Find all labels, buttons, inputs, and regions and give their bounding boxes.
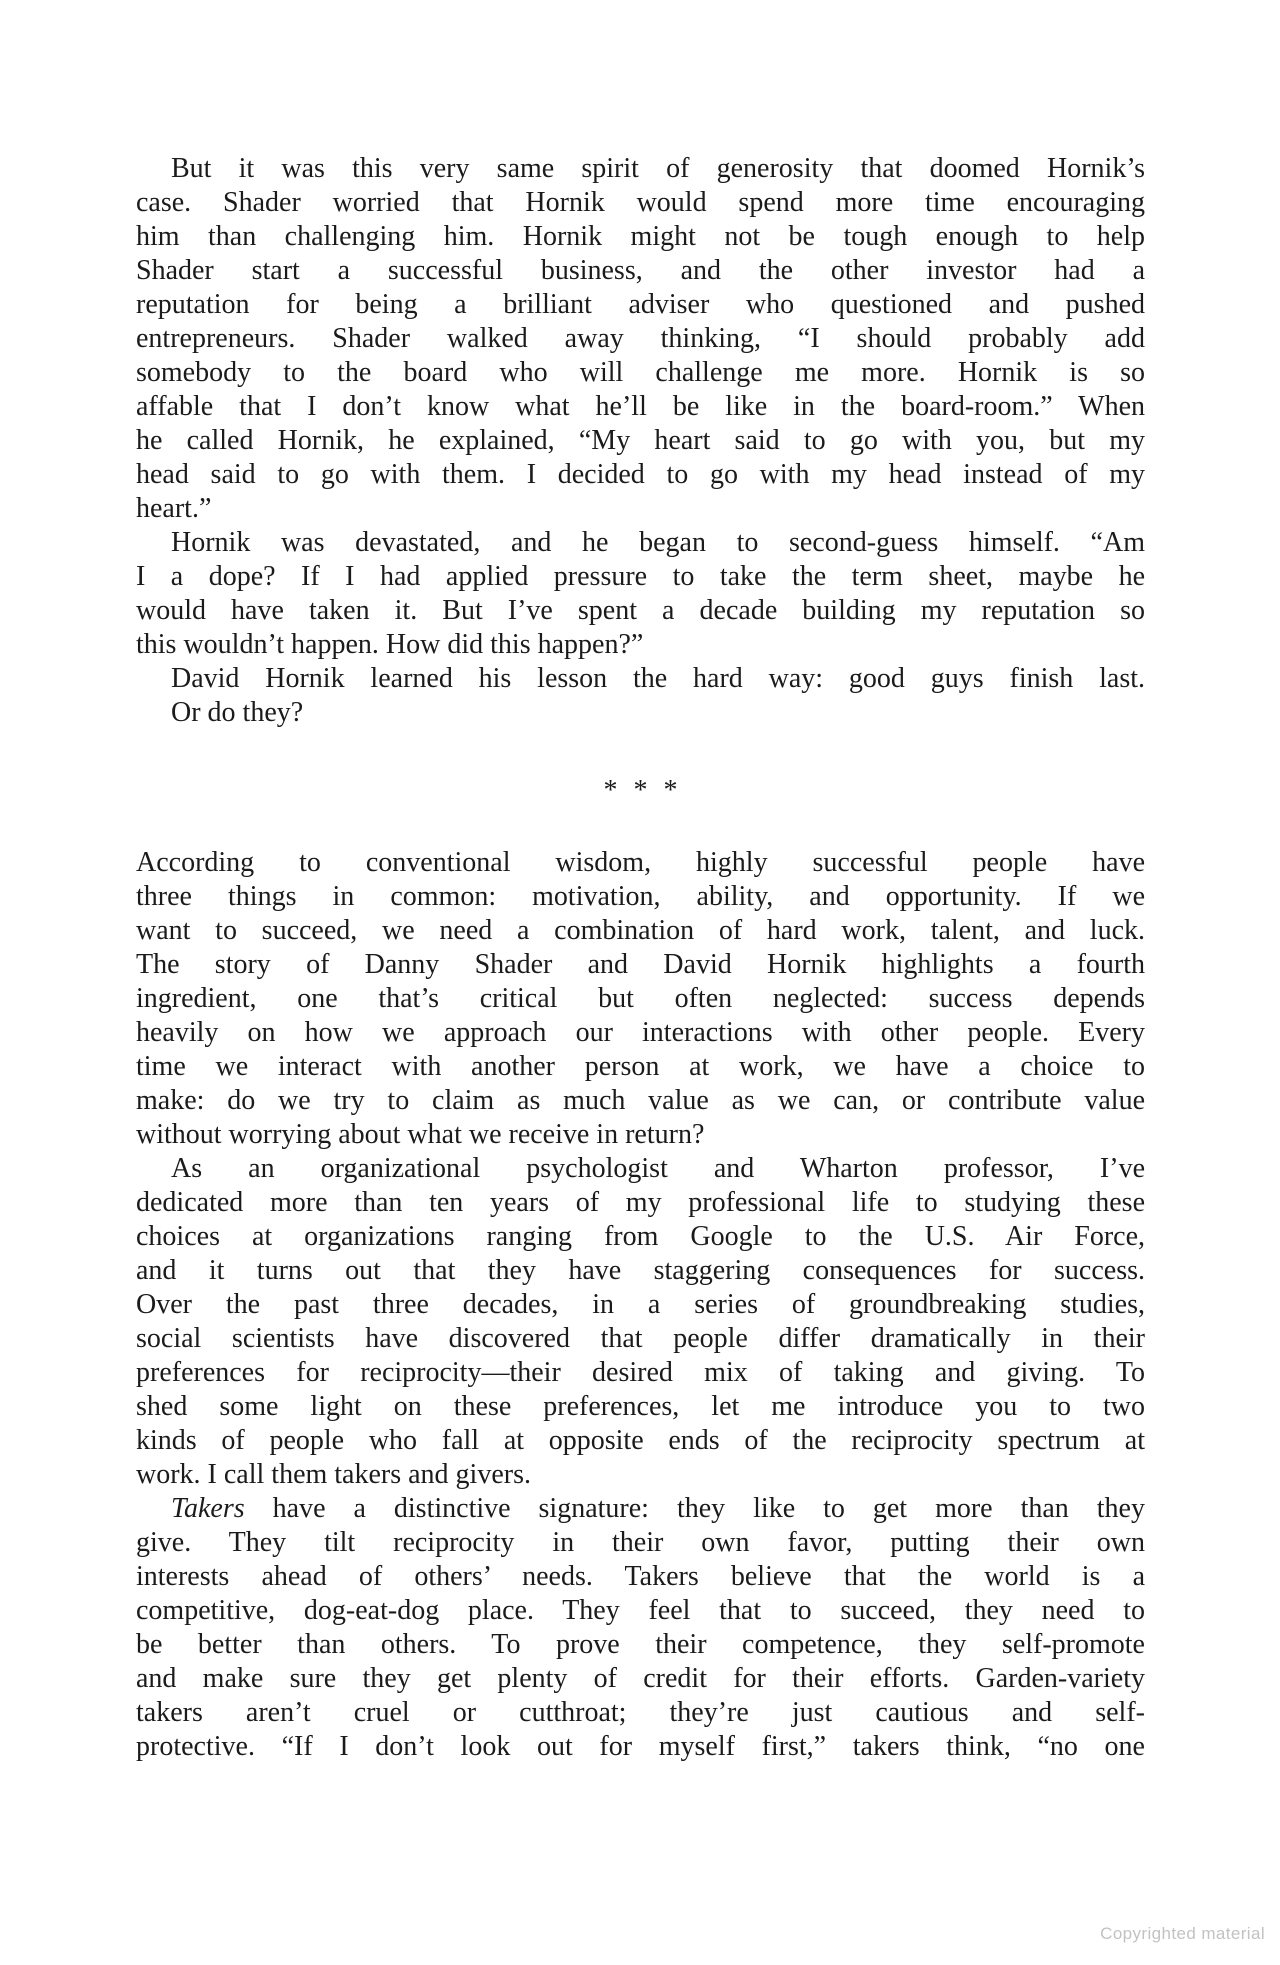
text-line: head said to go with them. I decided to go with my head instead of my bbox=[136, 459, 1145, 490]
text-line: interests ahead of others’ needs. Takers believe that the world is a bbox=[136, 1561, 1145, 1592]
text-line: this wouldn’t happen. How did this happen?” bbox=[136, 629, 644, 660]
text-line: According to conventional wisdom, highly successful people have bbox=[136, 847, 1145, 878]
text-line: preferences for reciprocity—their desired mix of taking and giving. To bbox=[136, 1357, 1145, 1388]
text-line: somebody to the board who will challenge me more. Hornik is so bbox=[136, 357, 1145, 388]
text-line: him than challenging him. Hornik might not be tough enough to help bbox=[136, 221, 1145, 252]
text-line: competitive, dog-eat-dog place. They feel that to succeed, they need to bbox=[136, 1595, 1145, 1626]
text-line: entrepreneurs. Shader walked away thinking, “I should probably add bbox=[136, 323, 1145, 354]
text-line: be better than others. To prove their competence, they self-promote bbox=[136, 1629, 1145, 1660]
text-line: Hornik was devastated, and he began to second-guess himself. “Am bbox=[171, 527, 1145, 558]
text-line: dedicated more than ten years of my professional life to studying these bbox=[136, 1187, 1145, 1218]
text-line: case. Shader worried that Hornik would spend more time encouraging bbox=[136, 187, 1145, 218]
text-line: want to succeed, we need a combination of hard work, talent, and luck. bbox=[136, 915, 1145, 946]
text-line: and it turns out that they have staggering consequences for success. bbox=[136, 1255, 1145, 1286]
text-line: David Hornik learned his lesson the hard way: good guys finish last. bbox=[171, 663, 1145, 694]
text-line: kinds of people who fall at opposite ends of the reciprocity spectrum at bbox=[136, 1425, 1145, 1456]
text-block bbox=[136, 152, 1145, 1764]
text-line: three things in common: motivation, ability, and opportunity. If we bbox=[136, 881, 1145, 912]
text-line: But it was this very same spirit of generosity that doomed Hornik’s bbox=[171, 153, 1145, 184]
paragraph bbox=[136, 1152, 1145, 1492]
text-line: heavily on how we approach our interactions with other people. Every bbox=[136, 1017, 1145, 1048]
text-line: affable that I don’t know what he’ll be like in the board-room.” When bbox=[136, 391, 1145, 422]
text-line: Over the past three decades, in a series of groundbreaking studies, bbox=[136, 1289, 1145, 1320]
text-line: time we interact with another person at work, we have a choice to bbox=[136, 1051, 1145, 1082]
section-separator: * * * bbox=[603, 775, 678, 806]
text-line: I a dope? If I had applied pressure to take the term sheet, maybe he bbox=[136, 561, 1145, 592]
text-line: would have taken it. But I’ve spent a decade building my reputation so bbox=[136, 595, 1145, 626]
text-line: protective. “If I don’t look out for myself first,” takers think, “no one bbox=[136, 1731, 1145, 1762]
text-line: ingredient, one that’s critical but often neglected: success depends bbox=[136, 983, 1145, 1014]
text-line: As an organizational psychologist and Wharton professor, I’ve bbox=[171, 1153, 1145, 1184]
paragraph bbox=[136, 526, 1145, 662]
text-line: shed some light on these preferences, let me introduce you to two bbox=[136, 1391, 1145, 1422]
text-line: make: do we try to claim as much value as we can, or contribute value bbox=[136, 1085, 1145, 1116]
text-line: he called Hornik, he explained, “My heart said to go with you, but my bbox=[136, 425, 1145, 456]
text-line: Takers have a distinctive signature: they like to get more than they bbox=[171, 1493, 1145, 1524]
text-line: social scientists have discovered that people differ dramatically in their bbox=[136, 1323, 1145, 1354]
text-line: choices at organizations ranging from Google to the U.S. Air Force, bbox=[136, 1221, 1145, 1252]
text-line: The story of Danny Shader and David Hornik highlights a fourth bbox=[136, 949, 1145, 980]
text-line: work. I call them takers and givers. bbox=[136, 1459, 531, 1490]
text-line: heart.” bbox=[136, 493, 212, 524]
text-line: Shader start a successful business, and the other investor had a bbox=[136, 255, 1145, 286]
paragraph bbox=[136, 662, 1145, 696]
text-line: takers aren’t cruel or cutthroat; they’re just cautious and self- bbox=[136, 1697, 1145, 1728]
italic-lead-word: Takers bbox=[171, 1493, 245, 1524]
text-line: give. They tilt reciprocity in their own favor, putting their own bbox=[136, 1527, 1145, 1558]
paragraph bbox=[136, 152, 1145, 526]
text-line: and make sure they get plenty of credit for their efforts. Garden-variety bbox=[136, 1663, 1145, 1694]
paragraph bbox=[136, 696, 1145, 730]
text-line: reputation for being a brilliant adviser who questioned and pushed bbox=[136, 289, 1145, 320]
text-line: without worrying about what we receive in return? bbox=[136, 1119, 705, 1150]
copyright-watermark: Copyrighted material bbox=[1100, 1924, 1265, 1943]
text-line: Or do they? bbox=[171, 697, 304, 728]
paragraph bbox=[136, 846, 1145, 1152]
paragraph bbox=[136, 1492, 1145, 1764]
